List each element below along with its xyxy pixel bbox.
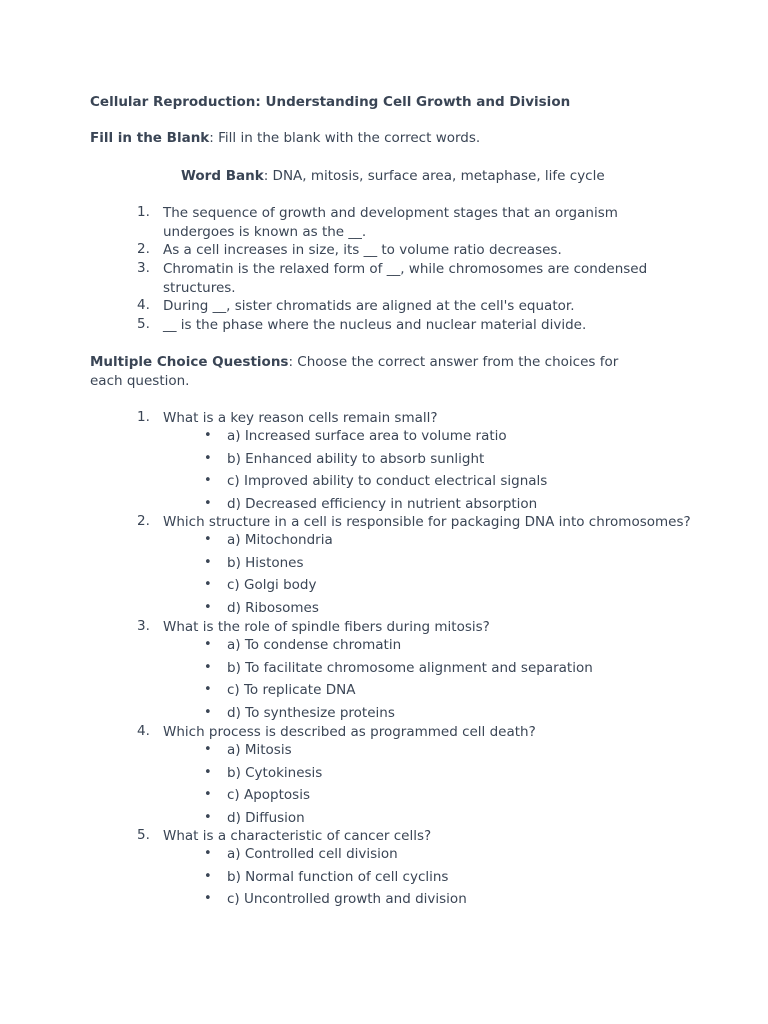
question-text: Which process is described as programmed cell death?: [163, 724, 536, 740]
answer-option: a) Increased surface area to volume ratio: [227, 428, 507, 444]
bullet-icon: •: [204, 495, 212, 511]
bullet-icon: •: [204, 868, 212, 884]
answer-option: d) Ribosomes: [227, 599, 319, 616]
answer-option: c) Apoptosis: [227, 787, 310, 803]
fill-blank-item-number: 4.: [137, 297, 150, 313]
fill-blank-heading: Fill in the Blank: [90, 130, 210, 146]
bullet-icon: •: [204, 787, 212, 802]
bullet-icon: •: [204, 532, 212, 547]
answer-option: d) To synthesize proteins: [227, 704, 395, 721]
fill-blank-item-number: 3.: [137, 260, 150, 276]
fill-blank-item-text: __ is the phase where the nucleus and nuclear material divide.: [163, 317, 587, 333]
bullet-icon: •: [204, 846, 212, 861]
question-text: What is a characteristic of cancer cells?: [163, 828, 432, 844]
fill-blank-item-text: The sequence of growth and development stages that an organism undergoes is known as the __.: [163, 205, 618, 240]
bullet-icon: •: [204, 682, 212, 697]
answer-option: c) Uncontrolled growth and division: [227, 891, 467, 907]
fill-blank-item-number: 2.: [137, 241, 150, 257]
bullet-icon: •: [204, 891, 212, 906]
bullet-icon: •: [204, 659, 212, 675]
answer-option: b) Enhanced ability to absorb sunlight: [227, 450, 485, 467]
fill-blank-item-text: During __, sister chromatids are aligned at the cell's equator.: [163, 298, 575, 314]
fill-blank-item-number: 5.: [137, 316, 150, 332]
answer-option: d) Diffusion: [227, 809, 305, 826]
bullet-icon: •: [204, 742, 212, 757]
answer-option: b) Normal function of cell cyclins: [227, 868, 449, 885]
word-bank-words: : DNA, mitosis, surface area, metaphase, life cycle: [263, 168, 605, 184]
answer-option: b) To facilitate chromosome alignment and separation: [227, 659, 593, 676]
question-text: What is a key reason cells remain small?: [163, 410, 438, 426]
question-number: 5.: [137, 827, 150, 843]
answer-option: b) Cytokinesis: [227, 764, 323, 781]
fill-blank-item-text: Chromatin is the relaxed form of __, while chromosomes are condensed structures.: [163, 261, 648, 296]
answer-option: a) To condense chromatin: [227, 637, 402, 653]
word-bank-label: Word Bank: [181, 168, 264, 184]
bullet-icon: •: [204, 704, 212, 720]
word-bank: [181, 168, 605, 184]
question-text: What is the role of spindle fibers during mitosis?: [163, 619, 490, 635]
bullet-icon: •: [204, 809, 212, 825]
answer-option: d) Decreased efficiency in nutrient absorption: [227, 495, 538, 512]
fill-blank-instructions: [90, 130, 480, 146]
fill-blank-item-number: 1.: [137, 204, 150, 220]
bullet-icon: •: [204, 764, 212, 780]
multiple-choice-instruction-text: : Choose the correct answer from the choices for each question.: [90, 354, 619, 389]
answer-option: b) Histones: [227, 554, 304, 571]
bullet-icon: •: [204, 577, 212, 592]
page-title: Cellular Reproduction: Understanding Cell Growth and Division: [90, 94, 571, 110]
multiple-choice-instructions: [90, 353, 650, 391]
answer-option: c) Golgi body: [227, 577, 317, 593]
answer-option: c) To replicate DNA: [227, 682, 356, 698]
multiple-choice-heading: Multiple Choice Questions: [90, 354, 289, 370]
bullet-icon: •: [204, 637, 212, 652]
question-number: 2.: [137, 513, 150, 529]
question-number: 3.: [137, 618, 150, 634]
fill-blank-instruction-text: : Fill in the blank with the correct words.: [209, 130, 481, 146]
bullet-icon: •: [204, 473, 212, 488]
fill-blank-item-text: As a cell increases in size, its __ to volume ratio decreases.: [163, 242, 562, 258]
bullet-icon: •: [204, 450, 212, 466]
question-text: Which structure in a cell is responsible for packaging DNA into chromosomes?: [163, 514, 691, 530]
bullet-icon: •: [204, 428, 212, 443]
question-number: 1.: [137, 409, 150, 425]
answer-option: c) Improved ability to conduct electrical signals: [227, 473, 548, 489]
answer-option: a) Controlled cell division: [227, 846, 398, 862]
answer-option: a) Mitochondria: [227, 532, 333, 548]
answer-option: a) Mitosis: [227, 742, 292, 758]
bullet-icon: •: [204, 599, 212, 615]
question-number: 4.: [137, 723, 150, 739]
bullet-icon: •: [204, 554, 212, 570]
